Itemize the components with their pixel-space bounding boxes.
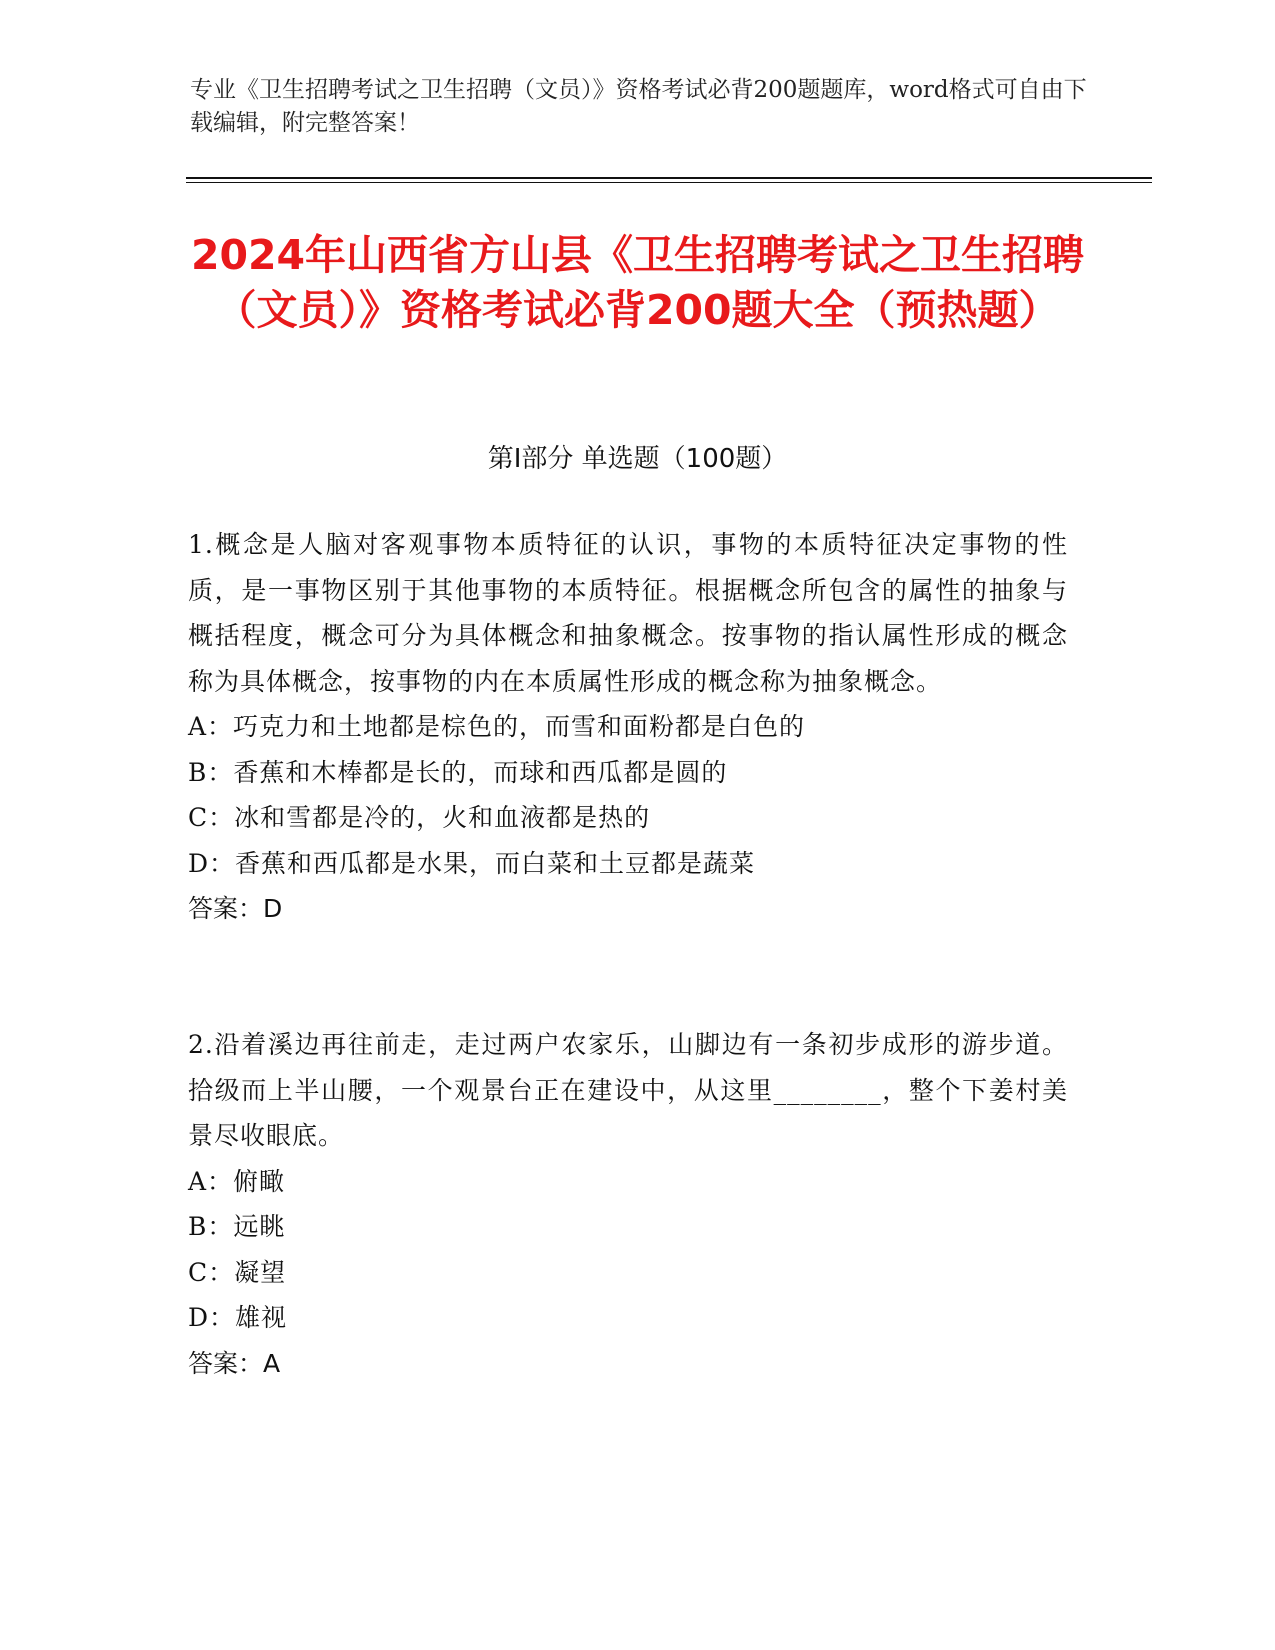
header-rule-thin bbox=[186, 182, 1152, 183]
answer: 答案：A bbox=[188, 1348, 281, 1378]
document-title: 2024年山西省方山县《卫生招聘考试之卫生招聘（文员）》资格考试必背200题大全（预热题） bbox=[190, 231, 1085, 334]
header-rule-thick bbox=[186, 177, 1152, 179]
option-b: B：香蕉和木棒都是长的，而球和西瓜都是圆的 bbox=[188, 757, 728, 787]
option-a: A：俯瞰 bbox=[188, 1166, 286, 1196]
question-stem: 1.概念是人脑对客观事物本质特征的认识，事物的本质特征决定事物的性质，是一事物区别于其他事物的本质特征。根据概念所包含的属性的抽象与概括程度，概念可分为具体概念和抽象概念。按事物的指认属性形成的概念称为具体概念，按事物的内在本质属性形成的概念称为抽象概念。 bbox=[188, 530, 1068, 696]
question-1 bbox=[188, 522, 1068, 932]
option-c: C：冰和雪都是冷的，火和血液都是热的 bbox=[188, 803, 651, 832]
question-2 bbox=[188, 1022, 1068, 1386]
option-c: C：凝望 bbox=[188, 1257, 287, 1287]
answer: 答案：D bbox=[188, 894, 283, 923]
option-a: A：巧克力和土地都是棕色的，而雪和面粉都是白色的 bbox=[188, 712, 806, 741]
question-stem: 2.沿着溪边再往前走，走过两户农家乐，山脚边有一条初步成形的游步道。拾级而上半山腰，一个观景台正在建设中，从这里________，整个下姜村美景尽收眼底。 bbox=[188, 1030, 1068, 1150]
option-d: D：雄视 bbox=[188, 1303, 288, 1332]
header-note: 专业《卫生招聘考试之卫生招聘（文员）》资格考试必背200题题库，word格式可自由下载编辑，附完整答案！ bbox=[190, 77, 1087, 136]
option-b: B：远眺 bbox=[188, 1212, 286, 1241]
option-d: D：香蕉和西瓜都是水果，而白菜和土豆都是蔬菜 bbox=[188, 848, 756, 878]
section-heading: 第I部分 单选题（100题） bbox=[487, 444, 788, 474]
